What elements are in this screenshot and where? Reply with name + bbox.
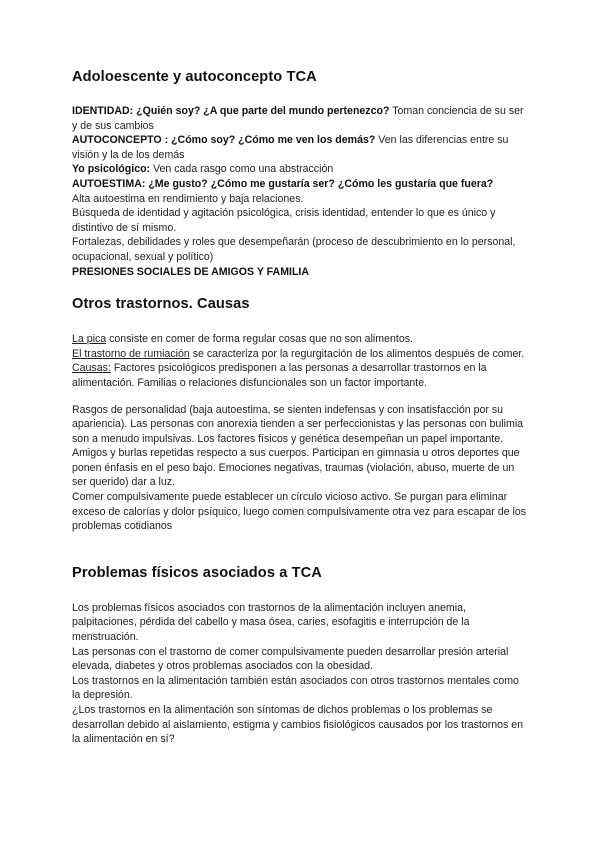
text-rumiacion: se caracteriza por la regurgitación de los alimentos después de comer. bbox=[189, 347, 525, 360]
paragraph-identidad bbox=[72, 104, 528, 133]
paragraph-autoestima bbox=[72, 177, 528, 192]
section-heading-problemas-fisicos: Problemas físicos asociados a TCA bbox=[72, 564, 322, 581]
section-heading-otros-trastornos: Otros trastornos. Causas bbox=[72, 296, 250, 313]
paragraph-problemas-2: Las personas con el trastorno de comer compulsivamente pueden desarrollar presión arterial elevada, diabetes y otros problemas asociados con la obesidad. bbox=[72, 645, 509, 673]
text-pica: consiste en comer de forma regular cosas que no son alimentos. bbox=[106, 333, 413, 346]
text-yo-psicologico: Ven cada rasgo como una abstracción bbox=[150, 163, 334, 176]
paragraph-rumiacion bbox=[72, 347, 528, 362]
text-causas: Factores psicológicos predisponen a las personas a desarrollar trastornos en la alimentación. Familias o relaciones disfuncionales son un factor importante. bbox=[72, 362, 487, 389]
paragraph-problemas-3: Los trastornos en la alimentación también están asociados con otros trastornos mentales como la depresión. bbox=[72, 674, 519, 702]
section-body-autoconcepto bbox=[72, 104, 528, 279]
text-autoconcepto: Ven las diferencias entre su visión y la de los demás bbox=[72, 134, 509, 161]
label-yo-psicologico: Yo psicológico: bbox=[72, 163, 151, 176]
section-body-problemas-fisicos bbox=[72, 601, 528, 747]
paragraph-yo-psicologico bbox=[72, 162, 528, 177]
paragraph-autoconcepto bbox=[72, 133, 528, 162]
paragraph-presiones: PRESIONES SOCIALES DE AMIGOS Y FAMILIA bbox=[72, 265, 310, 278]
paragraph-amigos: Amigos y burlas repetidas respecto a sus cuerpos. Participan en gimnasia u otros deportes que ponen énfasis en el peso bajo. Emociones negativas, traumas (violación, abuso, muerte de un ser querido) dar a luz. bbox=[72, 447, 520, 489]
paragraph-comer: Comer compulsivamente puede establecer un círculo vicioso activo. Se purgan para eliminar exceso de calorías y dolor psíquico, luego comen compulsivamente otra vez para escapar de los problemas cotidianos bbox=[72, 491, 527, 533]
paragraph-alta-autoestima: Alta autoestima en rendimiento y baja relaciones. bbox=[72, 192, 304, 205]
paragraph-causas bbox=[72, 361, 528, 390]
paragraph-busqueda: Búsqueda de identidad y agitación psicológica, crisis identidad, entender lo que es único y distintivo de sí mismo. bbox=[72, 207, 496, 234]
label-rumiacion: El trastorno de rumiación bbox=[72, 347, 190, 360]
label-autoestima: AUTOESTIMA: ¿Me gusto? ¿Cómo me gustaría ser? ¿Cómo les gustaría que fuera? bbox=[72, 177, 494, 190]
section-body-otros-trastornos bbox=[72, 332, 528, 390]
paragraph-pica bbox=[72, 332, 528, 347]
paragraph-fortalezas: Fortalezas, debilidades y roles que desempeñarán (proceso de descubrimiento en lo personal, ocupacional, sexual y político) bbox=[72, 236, 516, 263]
label-autoconcepto: AUTOCONCEPTO : ¿Cómo soy? ¿Cómo me ven los demás? bbox=[72, 134, 376, 147]
text-identidad: Toman conciencia de su ser y de sus cambios bbox=[72, 105, 524, 132]
paragraph-rasgos: Rasgos de personalidad (baja autoestima, se sienten indefensas y con insatisfacción por su apariencia). Las personas con anorexia tienden a ser perfeccionistas y las personas con bulimia son a menudo impulsivas. Los factores físicos y genética desempeñan un papel importante. bbox=[72, 403, 524, 445]
section-body-rasgos bbox=[72, 403, 528, 534]
paragraph-problemas-1: Los problemas físicos asociados con trastornos de la alimentación incluyen anemia, palpitaciones, pérdida del cabello y masa ósea, caries, esofagitis e interrupción de la menstruación. bbox=[72, 601, 470, 644]
label-causas: Causas: bbox=[72, 362, 111, 375]
section-heading-autoconcepto: Adoloescente y autoconcepto TCA bbox=[72, 69, 317, 85]
label-pica: La pica bbox=[72, 333, 107, 346]
label-identidad: IDENTIDAD: ¿Quién soy? ¿A que parte del mundo pertenezco? bbox=[72, 105, 390, 117]
paragraph-problemas-4: ¿Los trastornos en la alimentación son síntomas de dichos problemas o los problemas se desarrollan debido al aislamiento, estigma y cambios fisiológicos causados por los trastornos en la alimentación en sí? bbox=[72, 704, 524, 746]
